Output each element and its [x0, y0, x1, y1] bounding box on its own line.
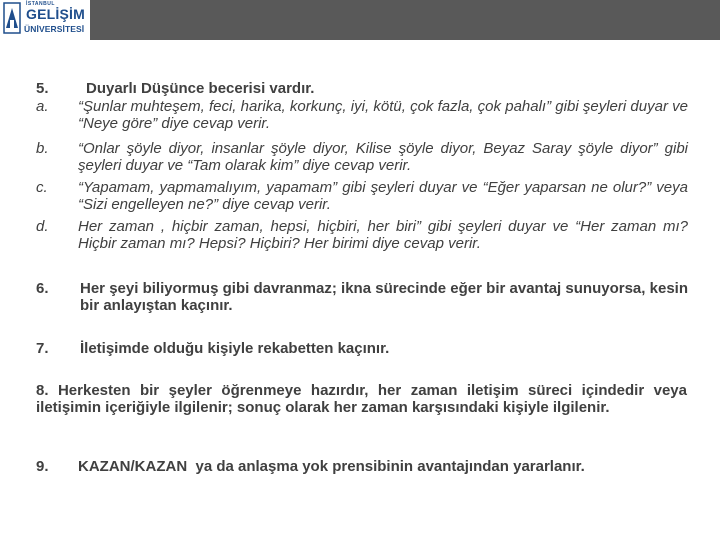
list-item-text: Her şeyi biliyormuş gibi davranmaz; ikna sürecinde eğer bir avantaj sunuyorsa, kesin bir anlayıştan kaçınır.	[80, 280, 688, 314]
list-item-text: “Onlar şöyle diyor, insanlar şöyle diyor, Kilise şöyle diyor, Beyaz Saray şöyle diyor” gibi şeyleri duyar ve “Tam olarak kim” diye cevap verir.	[78, 140, 688, 174]
list-item-text: Her zaman , hiçbir zaman, hepsi, hiçbiri, her biri” gibi şeyleri duyar ve “Her zaman mı? Hiçbir zaman mı? Hepsi? Hiçbiri? Her birimi diye cevap verir.	[78, 218, 688, 252]
list-item-number: a.	[36, 98, 49, 115]
list-item-number: b.	[36, 140, 49, 157]
logo-main-text: GELİŞİM	[26, 6, 85, 22]
paragraph-8: 8. Herkesten bir şeyler öğrenmeye hazırdır, her zaman iletişim süreci içindedir veya iletişimin içeriğiyle ilgilenir; sonuç olarak her zaman karşısındaki kişiyle ilgilenir.	[36, 382, 687, 416]
list-item-text: KAZAN/KAZAN ya da anlaşma yok prensibinin avantajından yararlanır.	[78, 458, 585, 475]
list-item-number: 7.	[36, 340, 49, 357]
list-item-text: İletişimde olduğu kişiyle rekabetten kaçınır.	[80, 340, 390, 357]
list-item-number: c.	[36, 179, 48, 196]
logo-sub-text: ÜNİVERSİTESİ	[24, 24, 85, 34]
list-item-number: d.	[36, 218, 49, 235]
list-item-text: Duyarlı Düşünce becerisi vardır.	[86, 80, 315, 97]
list-item-number: 6.	[36, 280, 49, 297]
list-item-text: “Yapamam, yapmamalıyım, yapamam” gibi şeyleri duyar ve “Eğer yaparsan ne olur?” veya “Sizi engelleyen ne?” diye cevap verir.	[78, 179, 688, 213]
list-item-text: “Şunlar muhteşem, feci, harika, korkunç, iyi, kötü, çok fazla, çok pahalı” gibi şeyleri duyar ve “Neye göre” diye cevap verir.	[78, 98, 688, 132]
list-item-number: 9.	[36, 458, 49, 475]
logo-small-text: İSTANBUL	[26, 1, 55, 7]
list-item-number: 5.	[36, 80, 49, 97]
